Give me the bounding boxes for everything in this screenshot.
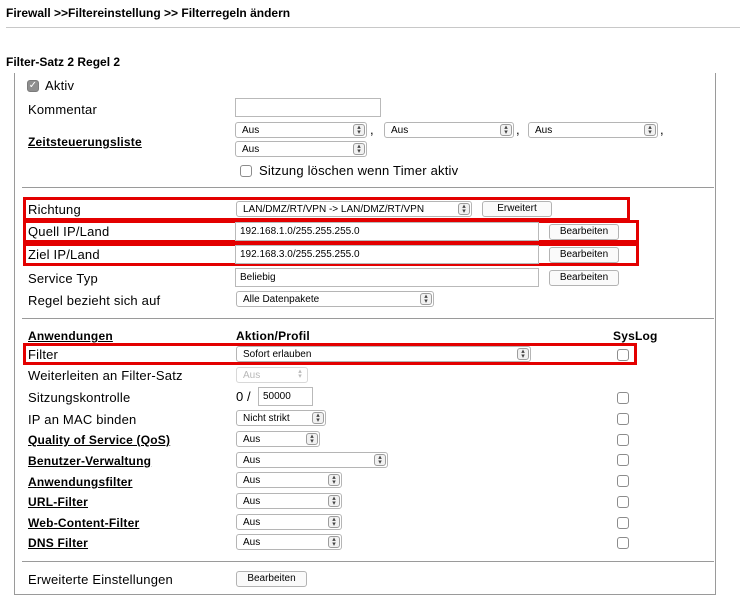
schedule-select-3[interactable] <box>528 122 658 138</box>
dnsfilter-select[interactable] <box>236 534 342 550</box>
ziel-input[interactable]: 192.168.3.0/255.255.255.0 <box>235 245 539 264</box>
updown-chevron-icon: ▴ ▾ <box>420 293 432 305</box>
syslog-header: SysLog <box>613 329 658 343</box>
richtung-select-value: LAN/DMZ/RT/VPN -> LAN/DMZ/RT/VPN <box>243 204 425 215</box>
quell-input[interactable]: 192.168.1.0/255.255.255.0 <box>235 222 539 241</box>
filter-syslog-checkbox[interactable] <box>617 349 629 361</box>
updown-chevron-icon: ▴ ▾ <box>328 516 340 528</box>
schedule-select-2-value: Aus <box>391 125 409 136</box>
sitzung-max-input[interactable]: 50000 <box>258 387 313 406</box>
updown-chevron-icon: ▴ ▾ <box>644 124 656 136</box>
quell-bearbeiten-button[interactable]: Bearbeiten <box>549 224 619 240</box>
ipmac-select[interactable] <box>236 410 326 426</box>
filter-select[interactable] <box>236 346 531 362</box>
session-clear-label: Sitzung löschen wenn Timer aktiv <box>259 163 459 178</box>
updown-chevron-icon: ▴ ▾ <box>353 124 365 136</box>
benutzer-syslog-checkbox[interactable] <box>617 454 629 466</box>
quell-label: Quell IP/Land <box>28 224 110 239</box>
erweiterte-bearbeiten-button[interactable]: Bearbeiten <box>236 571 307 587</box>
service-label: Service Typ <box>28 271 98 286</box>
urlfilter-select[interactable] <box>236 493 342 509</box>
sitzung-slash: / <box>247 389 251 404</box>
weiterleiten-select[interactable] <box>236 367 308 383</box>
benutzer-select[interactable] <box>236 452 388 468</box>
qos-syslog-checkbox[interactable] <box>617 434 629 446</box>
service-bearbeiten-button[interactable]: Bearbeiten <box>549 270 619 286</box>
updown-chevron-icon: ▴ ▾ <box>328 536 340 548</box>
comma-separator: , <box>660 122 664 137</box>
schedule-select-4[interactable] <box>235 141 367 157</box>
webcontent-select-value: Aus <box>243 517 261 528</box>
divider <box>6 27 740 28</box>
sitzung-current: 0 <box>236 389 244 404</box>
updown-chevron-icon: ▴ ▾ <box>500 124 512 136</box>
aktiv-label: Aktiv <box>45 78 75 93</box>
updown-chevron-icon: ▴ ▾ <box>517 348 529 360</box>
urlfilter-syslog-checkbox[interactable] <box>617 496 629 508</box>
section-divider <box>22 561 714 562</box>
qos-select[interactable] <box>236 431 320 447</box>
updown-chevron-icon: ▴ ▾ <box>374 454 386 466</box>
updown-chevron-icon: ▴ ▾ <box>458 203 470 215</box>
filter-select-value: Sofort erlauben <box>243 349 312 360</box>
anwendungsfilter-select[interactable] <box>236 472 342 488</box>
sitzung-syslog-checkbox[interactable] <box>617 392 629 404</box>
kommentar-label: Kommentar <box>28 102 97 117</box>
updown-chevron-icon: ▴ ▾ <box>353 143 365 155</box>
ipmac-syslog-checkbox[interactable] <box>617 413 629 425</box>
webcontent-select[interactable] <box>236 514 342 530</box>
schedule-select-4-value: Aus <box>242 144 260 155</box>
page-title: Filter-Satz 2 Regel 2 <box>6 55 121 69</box>
ziel-label: Ziel IP/Land <box>28 247 100 262</box>
erweitert-button[interactable]: Erweitert <box>482 201 552 217</box>
richtung-label: Richtung <box>28 202 81 217</box>
urlfilter-label: URL-Filter <box>28 495 88 509</box>
session-clear-checkbox[interactable] <box>240 165 252 177</box>
schedule-select-2[interactable] <box>384 122 514 138</box>
webcontent-label: Web-Content-Filter <box>28 516 140 530</box>
schedule-select-1[interactable] <box>235 122 367 138</box>
erweitert-label: Erweiterte Einstellungen <box>28 572 173 587</box>
qos-select-value: Aus <box>243 434 261 445</box>
ipmac-select-value: Nicht strikt <box>243 413 290 424</box>
section-divider <box>22 187 714 188</box>
updown-chevron-icon: ▴ ▾ <box>294 369 306 381</box>
qos-label: Quality of Service (QoS) <box>28 433 171 447</box>
updown-chevron-icon: ▴ ▾ <box>312 412 324 424</box>
anwendungsfilter-label: Anwendungsfilter <box>28 475 133 489</box>
regel-label: Regel bezieht sich auf <box>28 293 161 308</box>
benutzer-label: Benutzer-Verwaltung <box>28 454 152 468</box>
anwendungsfilter-select-value: Aus <box>243 475 261 486</box>
dnsfilter-label: DNS Filter <box>28 536 89 550</box>
service-input[interactable]: Beliebig <box>235 268 539 287</box>
regel-select[interactable] <box>236 291 434 307</box>
action-header: Aktion/Profil <box>236 329 310 343</box>
schedule-select-3-value: Aus <box>535 125 553 136</box>
zeitsteuerung-label: Zeitsteuerungsliste <box>28 135 142 149</box>
dnsfilter-syslog-checkbox[interactable] <box>617 537 629 549</box>
ipmac-label: IP an MAC binden <box>28 412 137 427</box>
filter-label: Filter <box>28 347 59 362</box>
ziel-bearbeiten-button[interactable]: Bearbeiten <box>549 247 619 263</box>
checkmark-icon: ✓ <box>28 80 38 91</box>
comma-separator: , <box>516 122 520 137</box>
apps-header: Anwendungen <box>28 329 113 343</box>
updown-chevron-icon: ▴ ▾ <box>328 474 340 486</box>
sitzung-label: Sitzungskontrolle <box>28 390 131 405</box>
richtung-select[interactable] <box>236 201 472 217</box>
weiterleiten-label: Weiterleiten an Filter-Satz <box>28 368 183 383</box>
updown-chevron-icon: ▴ ▾ <box>328 495 340 507</box>
schedule-select-1-value: Aus <box>242 125 260 136</box>
urlfilter-select-value: Aus <box>243 496 261 507</box>
anwendungsfilter-syslog-checkbox[interactable] <box>617 475 629 487</box>
kommentar-input[interactable] <box>235 98 381 117</box>
weiterleiten-select-value: Aus <box>243 370 261 381</box>
comma-separator: , <box>370 122 374 137</box>
breadcrumb: Firewall >>Filtereinstellung >> Filterregeln ändern <box>6 6 291 20</box>
aktiv-checkbox[interactable] <box>27 80 39 92</box>
section-divider <box>22 318 714 319</box>
webcontent-syslog-checkbox[interactable] <box>617 517 629 529</box>
benutzer-select-value: Aus <box>243 455 261 466</box>
updown-chevron-icon: ▴ ▾ <box>306 433 318 445</box>
dnsfilter-select-value: Aus <box>243 537 261 548</box>
regel-select-value: Alle Datenpakete <box>243 294 320 305</box>
